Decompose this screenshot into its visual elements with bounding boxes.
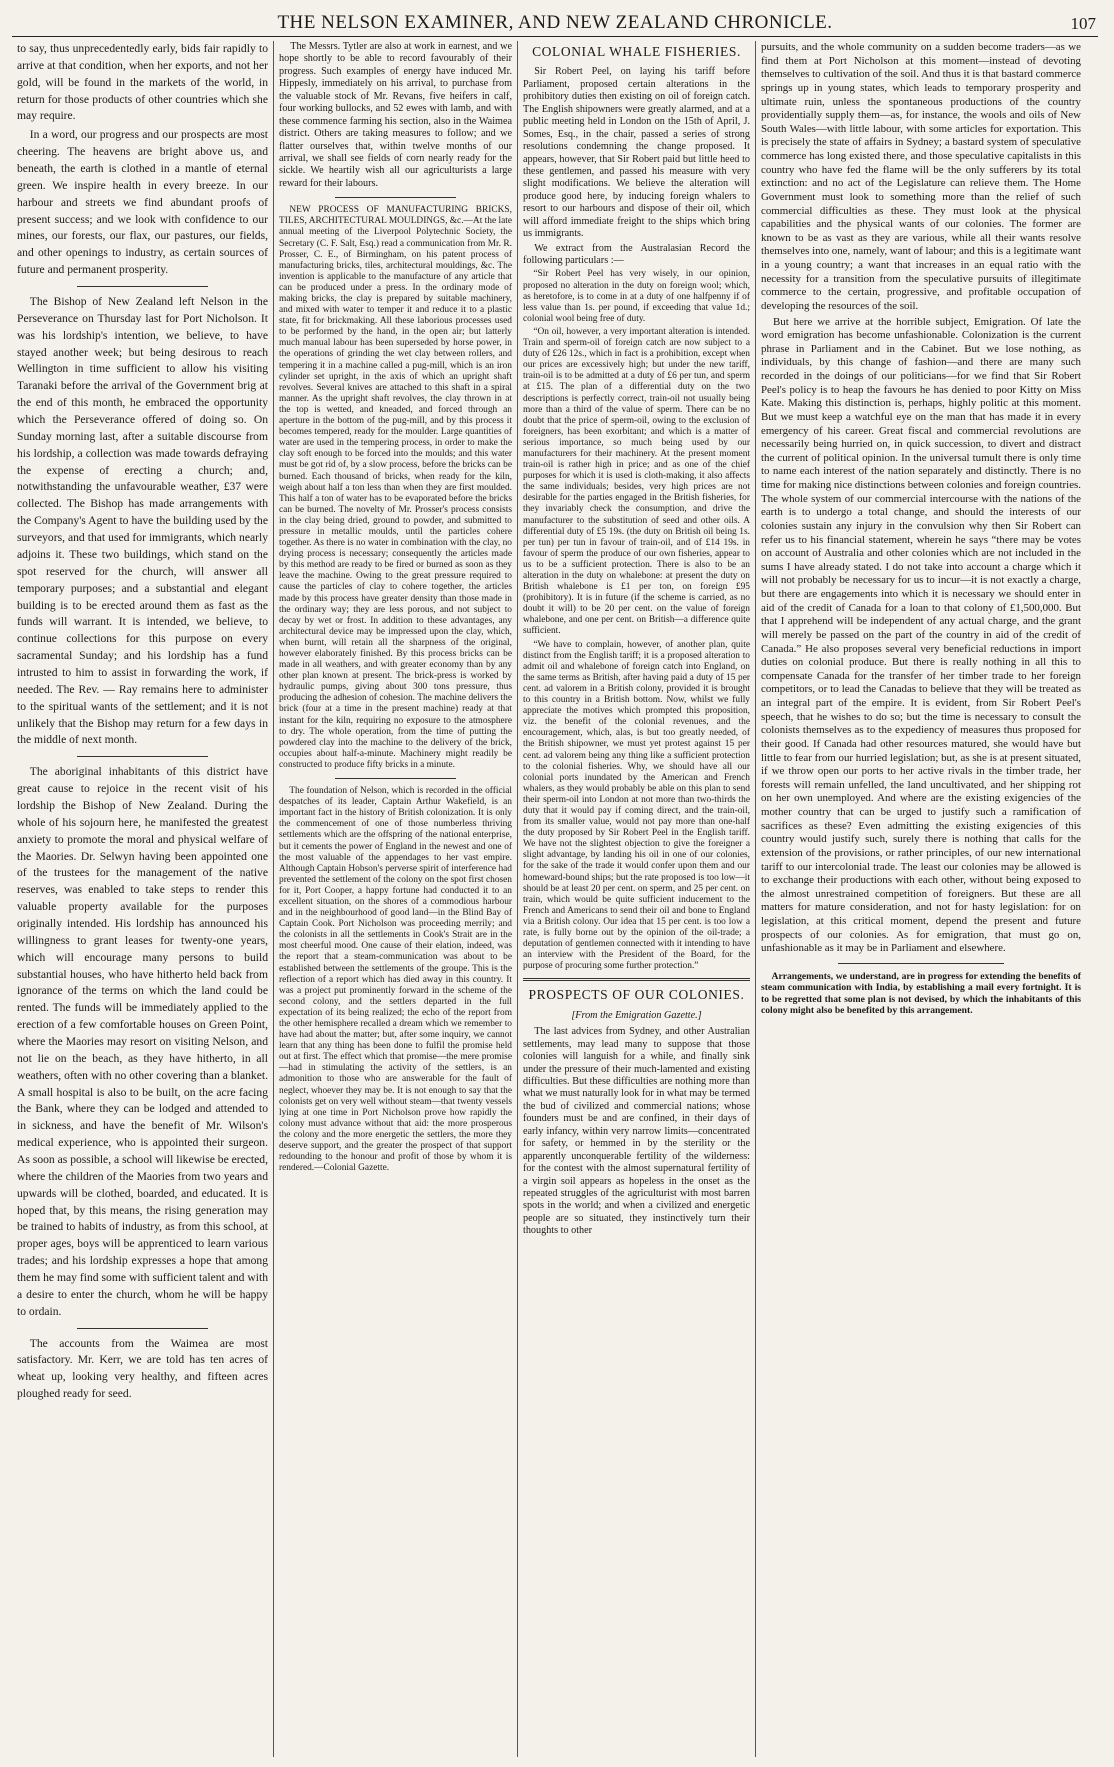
column-divider-rule bbox=[77, 756, 208, 757]
column-1 bbox=[12, 41, 274, 1757]
heading-colonial-whale-fisheries: COLONIAL WHALE FISHERIES. bbox=[532, 44, 741, 59]
column-divider-rule bbox=[335, 778, 456, 779]
whale-fisheries-quote-wool: “Sir Robert Peel has very wisely, in our opinion, proposed no alteration in the duty on foreign wool; which, as heretofore, is to come in at a duty of one halfpenny if of less value than 1s. per pound, if exceeding that value 1d.; colonial wool being free of duty. bbox=[523, 269, 750, 324]
article-brick-process: NEW PROCESS OF MANUFACTURING BRICKS, TILES, ARCHITECTURAL MOULDINGS, &c.—At the late annual meeting of the Liverpool Polytechnic Society, the Secretary (C. F. Salt, Esq.) read a communication from Mr. R. Prosser, C. E., of Birmingham, on his patent process of manufacturing bricks, tiles, architectural mouldings, &c. The invention is applicable to the manufacture of any article that can be produced under a press. In the ordinary mode of making bricks, the clay is prepared by suitable machinery, and mixed with water to temper it and reduce it to a plastic state, fit for brickmaking. All these laborious processes used to be performed by the hand, in the open air; but latterly much manual labour has been superseded by horse power, in the operations of grinding the wet clay between rollers, and tempering it in a machine called a pug-mill, which is an iron cylinder set upright, in the axis of which an upright shaft revolves. Several knives are attached to this shaft in a spiral manner. As the upright shaft revolves, the clay thrown in at the top is wetted, and kneaded, and forced through an aperture in the bottom of the pug-mill, and by this process it becomes tempered, ready for the moulder. Large quantities of water are used in the tempering process, in order to make the clay soft enough to be forced into the moulds; and this water must be got rid of, by a slow process, before the bricks can be burned. Each thousand of bricks, when ready for the kiln, weigh about half a ton less than when they are first moulded. This half a ton of water has to be evaporated before the bricks can be burned. The novelty of Mr. Prosser's process consists in the clay being dried, ground to powder, and submitted to pressure in metallic moulds, until the particles cohere together. As there is no water in combination with the clay, no drying process is necessary; consequently the articles made by this method are ready to be fired or burned as soon as they leave the machine. Owing to the great pressure required to cause the particles of clay to cohere together, the articles made by this process have greater density than those made in the ordinary way; they are less porous, and not subject to decay by wet or frost. In addition to these advantages, any architectural device may be impressed upon the clay, which, when burnt, will retain all the sharpness of the original, however elaborately finished. By this process bricks can be made in all weathers, and with greater economy than by any other plan known at present. The brick-press is worked by hydraulic pumps, giving about 300 tons pressure, thus producing the adhesion of cohesion. The machine delivers the brick (four at a time in the present machine) ready at that instant for the kiln, requiring no exposure to the atmosphere to dry. The whole operation, from the time of putting the powdered clay into the machine to the delivery of the brick, occupies about half-a-minute. Machinery might readily be constructed to produce fifty bricks in a minute. bbox=[279, 205, 512, 770]
article-tytler-farming: The Messrs. Tytler are also at work in earnest, and we hope shortly to be able to record favourably of their progress. Such examples of energy have induced Mr. Hippesly, immediately on his arrival, to purchase from the valuable stock of Mr. Revans, five heifers in calf, four working bullocks, and 52 ewes with lamb, and with these commence farming his section, also in the Waimea district. Others are taking measures to follow; and we flatter ourselves that, within twelve months of our arrival, we shall see fields of corn nearly ready for the sickle. We heartily wish all our agriculturists a large reward for their labours. bbox=[279, 41, 512, 189]
column-2 bbox=[274, 41, 518, 1757]
article-bishop-departure: The Bishop of New Zealand left Nelson in the Perseverance on Thursday last for Port Nicholson. It was his lordship's intention, we believe, to have stayed another week; but being desirous to reach Wellington in time sufficient to allow his visiting Taranaki before the arrival of the Government brig at the end of this month, he embraced the opportunity which the Perseverance offered of doing so. On Sunday morning last, after a suitable discourse from his lordship, a collection was made towards defraying the expense of erecting a church; and, notwithstanding the unfavourable weather, £37 were collected. The Bishop has made arrangements with the Company's Agent to have the building used by the surveyors, and that used for immigrants, which nearly adjoins it. These two buildings, which stand on the spot reserved for the church, will answer all temporary purposes; and a substantial and elegant building is to be erected around them as fast as the funds will warrant. It is intended, we believe, to continue collections for this purpose on every sacramental Sunday; and his lordship has a fund intrusted to him to assist in forwarding the work, if needed. The Rev. — Ray remains here to administer to the spiritual wants of the settlement; and it is not unlikely that the Bishop may return for a few days in the middle of next month. bbox=[17, 295, 268, 747]
column-divider-rule bbox=[77, 1328, 208, 1329]
page-number: 107 bbox=[1070, 14, 1096, 33]
column-divider-rule bbox=[77, 286, 208, 287]
column-3 bbox=[518, 41, 756, 1757]
article-foundation-of-nelson: The foundation of Nelson, which is recorded in the official despatches of its leader, Captain Arthur Wakefield, is an important fact in the history of British colonization. It is only the commencement of one of those numberless thriving settlements which are the offspring of the national enterprise, but it cements the power of England in the newest and one of the most valuable of the appendages to her vast empire. Although Captain Hobson's perverse spirit of interference had prevented the settlement of the colony on the spot first chosen for it, Port Cooper, a happy fortune had conducted it to an excellent situation, on the shores of a commodious harbour and in the neighbourhood of good land—in the Blind Bay of Captain Cook. Port Nicholson was proceeding merrily; and the colonists in all the settlements in Cook's Strait are in the most cheerful mood. One cause of their elation, indeed, was the report that a steam-communication was about to be established between the settlements of the groupe. This is the reflection of a report which has died away in this country. It was a project put prominently forward in the scheme of the second colony, and the settlers departed in the full expectation of its being realized; the echo of the report from the other hemisphere recalled a dream which we remember to have had about the matter; but, after some inquiry, we cannot learn that any thing has been done to fulfil the promise held out at first. The effect which that promise—the mere promise—had in stimulating the activity of the settlers, is an admonition to those who are answerable for the fault of neglect, whoever they may be. It is not enough to say that the colonists get on very well without steam—that twenty vessels lying at one time in Port Nicholson prove how rapidly the colony must advance without that aid: the more prosperous the colony and the more energetic the settlers, the more they deserve support, and the greater the prospect of that support redounding to the honour and profit of those by whom it is rendered.—Colonial Gazette. bbox=[279, 786, 512, 1174]
prospects-article-start: The last advices from Sydney, and other Australian settlements, may lead many to suppose that those colonies will languish for a while, and finally sink under the pressure of their much-lamented and existing difficulties. But these difficulties are nothing more than what we must naturally look for in what may be termed the bud of civilized and commercial nations; whose founders must be and are confined, in their days of early infancy, within very narrow limits—concentrated for safety, or hemmed in by the sterility or the apparently unconquerable fertility of the wilderness: for the contest with the almost supernatural fertility of a virgin soil appears as hopeless in the onset as the repeated struggles of the agriculturist with most barren spots in the world; and when a civilized and energetic people are so situated, they instinctively turn their thoughts to other bbox=[523, 1026, 750, 1237]
prospects-article-continued: pursuits, and the whole community on a sudden become traders—as we find them at Port Nicholson at this moment—instead of devoting themselves to cultivation of the soil. And thus it is that bastard commerce springs up in young states, which leads to temporary prosperity and ultimate ruin, unless the spontaneous productions of the country providentially supply them—as, for instance, the wools and oils of New South Wales—with little labour, with some articles for exportation. This is precisely the state of affairs in Sydney; a bastard system of speculative commerce has long existed there, and those speculative capitalists in this country who have fed the flame will be the only sufferers by its total extinction: and no act of the Legislature can relieve them. The Home Government must look to something more than the relief of such commercial difficulties as these. They must look at the physical capabilities and the physical wants of our colonies. The former are known to be as vast as they are various, while all their wants resolve themselves into one, namely, want of labour; and this is a legitimate want in a young country; a want that increases in an equal ratio with the necessity for a transition from the speculative pursuits of illegitimate commerce to the certain, progressive, and profitable occupation of developing the resources of the soil. bbox=[761, 41, 1081, 312]
article-waimea-accounts: The accounts from the Waimea are most satisfactory. Mr. Kerr, we are told has ten acres of wheat up, looking very healthy, and fifteen acres ploughed ready for seed. bbox=[17, 1336, 268, 1401]
whale-fisheries-quote-complaint: “We have to complain, however, of another plan, quite distinct from the English tariff; it is a proposed alteration to admit oil and whalebone of foreign catch into England, on the same terms as British, after having paid a duty of 15 per cent. ad valorem in a British colony, provided it is brought to this country in a British bottom. Now, whilst we fully appreciate the motives which prompted this proposition, viz. the benefit of the colonial revenues, and the encouragement, which, alas, is but too greatly needed, of the British shipowner, we must yet protest against 15 per cent. ad valorem being any thing like a sufficient protection to the colonial fisheries. Why, we should have all our colonial ports inundated by the American and French whalers, as they would probably be able on this plan to send their sperm-oil into London at not more than two-thirds the duty that it would pay if coming direct, and the train-oil, from its smaller value, would not pay more than one-half the duty proposed by Sir Robert Peel in the English tariff. We have not the slightest objection to give the foreigner a slight advantage, by landing his oil in one of our colonies, for the sake of the trade it would confer upon them and our homeward-bound ships; but the rate proposed is too low—it should be at least 20 per cent. on sperm, and 25 per cent. on train, which would be quite sufficient inducement to the French and Americans to send their oil and bone to England via a British colony. Our idea that 15 per cent. is too low a rate, is fully borne out by the opinion of the oil-trade; a deputation of gentlemen connected with it intending to have an interview with the President of the Board, for the purpose of procuring some further protection.” bbox=[523, 639, 750, 972]
prospects-emigration-subject: But here we arrive at the horrible subject, Emigration. Of late the word emigration has become unfashionable. Colonization is the current phrase in Parliament and in the Cabinet. But we lose nothing, as individuals, by this change of fashion—and there are many such recorded in the doings of our politicians—for we find that Sir Robert Peel's policy is to heap the favours he has denied to poor Kitty on Miss Kate. Making this distinction is, perhaps, highly politic at this moment. But we must keep a watchful eye on the man that has made it in every emergency of his career. Great fiscal and commercial revolutions are necessarily being hurried on, in quick succession, to divert and distract the current of political opinion. In the universal tumult there is only time to name each interest of the nation separately and distinctly. There is no time for making nice distinctions between colonies and foreign countries. The whole system of our commercial intercourse with the nations of the earth is to undergo a total change, and should the interests of our colonies sustain any injury in the convulsion why then Sir Robert can refer us to his financial statement, wherein he says “there may be votes on account of Australia and other colonies which are not included in the sums I have already stated. I do not take into account a charge which it will not probably be necessary for us to incur—it is not exactly a charge, but there are engagements into which it is necessary we should enter in aid of the credit of Canada for a loan to that colony of £1,500,000. But that I apprehend will be independent of any actual charge, and the grant will merely be passed on the part of the country in aid of the credit of Canada.” He also proposes several very beneficial reductions in import duties on colonial produce. But there is really nothing in all this to compensate Canada for the transfer of her timber trade to her foreign competitors, or to lead the Canadas to believe that they will be treated as an integral part of the empire. It is evident, from Sir Robert Peel's speech, that he wishes to do so; but the time is necessary to consult the colonists themselves as to the expediency of measures thus proposed for their good. If Canada had other resources matured, she would have but little to fear from our hurried legislation; but, as she is at present situated, if we throw open our ports to her active rivals in the timber trade, her forests will remain unfelled, the land uncultivated, and her shipping rot on her own unemployed. And where are the existing exigencies of the mother country that can be urged to justify such a ramification of sacrifices as these? Even admitting the existing exigencies of this country would justify such, surely there is nothing that calls for the extension of the provisions, or rather principles, of our new international tariff to our intercolonial trade. The least our colonies may be allowed is to exchange their productions with each other, without being exposed to the almost unrestrained competition of foreigners. But these are all matters for mature consideration, and not for hasty legislation: for on legislation, at this critical moment, depend the present and future prospects of our colonies. As for emigration, that must go on, unfashionable as it may be in Parliament and elsewhere. bbox=[761, 315, 1081, 955]
newspaper-title: THE NELSON EXAMINER, AND NEW ZEALAND CHRONICLE. bbox=[277, 12, 833, 33]
columns bbox=[12, 41, 1098, 1757]
article-aboriginal-inhabitants: The aboriginal inhabitants of this district have great cause to rejoice in the recent visit of his lordship the Bishop of New Zealand. During the whole of his sojourn here, he manifested the greatest anxiety to promote the moral and physical welfare of the Maories. Dr. Selwyn having been appointed one of the trustees for the management of the native reserves, was enabled to take steps to render this valuable property available for the purposes originally intended. His lordship has announced his willingness to grant leases for twenty-one years, which will encourage many persons to build substantial houses, who have hitherto held back from ignorance of the terms on which the land could be rented. The funds will be immediately applied to the erection of a few comfortable houses on Green Point, where the Maories may resort on visiting Nelson, and not lie on the beach, as they have hitherto, in all weathers, often with no other covering than a blanket. A small hospital is also to be built, on the acre facing the Bank, where they can be lodged and attended to in sickness, and have the benefit of Mr. Wilson's medical experience, who is appointed their surgeon. As soon as possible, a school will likewise be erected, where the children of the Maories from two years and upwards will be clothed, boarded, and educated. It is hoped that, by this means, the rising generation may be trained to habits of industry, as from this school, at proper ages, boys will be apprenticed to learn various trades; and his lordship expresses a hope that among them he may find some with sufficient talent and with a desire to enter the church, whom he will be happy to ordain. bbox=[17, 765, 268, 1318]
column-divider-rule bbox=[335, 197, 456, 198]
whale-fisheries-quote-oil: “On oil, however, a very important alteration is intended. Train and sperm-oil of foreign catch are now subject to a duty of £26 12s., which in fact is a prohibition, except when our prices are excessively high; but under the new tariff, train-oil is to be admitted at a duty of £6 per tun, and sperm at £15. The plan of a differential duty on the two descriptions is perfectly correct, train-oil not usually being more than a third of the value of sperm. There can be no doubt that the price of sperm-oil, owing to the exclusion of foreigners, has been exorbitant; and which is a matter of serious importance, so much being used by our manufacturers for their machinery. At the present moment train-oil is rather high in price; and as one of the chief purposes for which it is used is cloth-making, it also affects the same individuals; besides, very high prices are not desirable for the parties engaged in the British fisheries, for they invariably check the consumption, and drive the manufacturer to the substitution of seed and other oils. A differential duty of £5 19s. (the duty on British oil being 1s. per tun) per tun in favour of train-oil, and of £14 19s. in favour of sperm the produce of our own fisheries, appear to us to be a sufficient protection. There is also to be an alteration in the duty on whalebone: at present the duty on British whalebone is £1 per ton, on foreign £95 (prohibitory). It is in future (if the scheme is carried, as no doubt it will) to be 20 per cent. on the value of foreign whalebone, and one per cent. on British—a difference quite sufficient. bbox=[523, 326, 750, 637]
article-progress-continued: to say, thus unprecedentedly early, bids fair rapidly to arrive at that condition, when her exports, and not her gold, will be found in the markets of the world, in return for those products of other countries which she may require. bbox=[17, 42, 268, 123]
column-divider-rule bbox=[838, 963, 1004, 964]
source-emigration-gazette: [From the Emigration Gazette.] bbox=[571, 1009, 702, 1021]
section-divider-rule bbox=[523, 978, 750, 981]
article-progress-cheering: In a word, our progress and our prospects are most cheering. The heavens are bright above us, and beneath, the earth is clothed in a mantle of eternal green. We inspire health in every breeze. In our harbour and streets we find abundant proofs of present success; and we look with confidence to our mines, our forests, our flax, our pastures, our fields, and other openings to industry, as certain sources of future and permanent prosperity. bbox=[17, 128, 268, 277]
steam-communication-note: Arrangements, we understand, are in progress for extending the benefits of steam communication with India, by establishing a mail every fortnight. It is to be regretted that some plan is not devised, by which the inhabitants of this colony might also be benefited by this arrangement. bbox=[761, 970, 1081, 1017]
whale-fisheries-intro: Sir Robert Peel, on laying his tariff before Parliament, proposed certain alterations in the prohibitory duties then existing on oil of foreign catch. The English shipowners were greatly alarmed, and at a public meeting held in London on the 15th of April, J. Somes, Esq., in the chair, passed a series of strong resolutions condemning the change proposed. It appears, however, that Sir Robert paid but little heed to these gentlemen, and passed his measure with very slight modifications. We believe the alteration will produce good here, by inducing foreign whalers to resort to our harbours and dispose of their oil, which will afford immediate freight to the ships which bring us immigrants. bbox=[523, 66, 750, 240]
heading-prospects-of-colonies: PROSPECTS OF OUR COLONIES. bbox=[528, 987, 745, 1003]
column-4 bbox=[756, 41, 1086, 1757]
whale-fisheries-extract-note: We extract from the Australasian Record the following particulars :— bbox=[523, 242, 750, 267]
masthead bbox=[12, 6, 1098, 37]
